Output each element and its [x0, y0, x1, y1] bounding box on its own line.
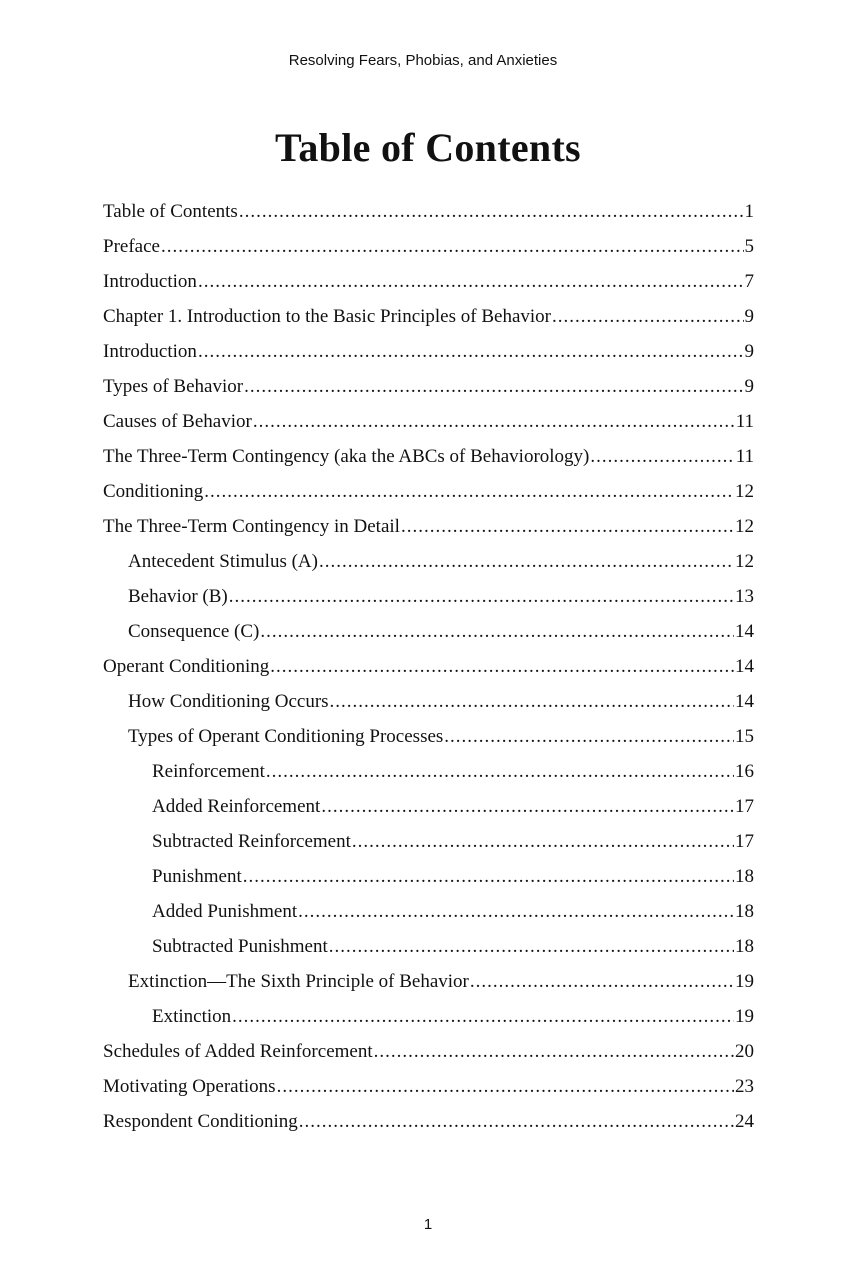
toc-entry-page: 5 — [744, 236, 754, 257]
toc-entry-title: Preface — [103, 236, 160, 257]
toc-entry[interactable] — [103, 582, 754, 617]
toc-entry-title: Consequence (C) — [128, 621, 260, 642]
toc-dot-leader — [444, 722, 734, 752]
toc-entry-title: Motivating Operations — [103, 1076, 276, 1097]
toc-entry-title: Behavior (B) — [128, 586, 228, 607]
toc-dot-leader — [298, 897, 734, 927]
toc-entry-title: Subtracted Punishment — [152, 936, 328, 957]
toc-dot-leader — [229, 582, 734, 612]
toc-entry-page: 20 — [735, 1041, 754, 1062]
toc-entry-page: 9 — [744, 306, 754, 327]
toc-entry-title: Reinforcement — [152, 761, 265, 782]
toc-entry-title: Added Reinforcement — [152, 796, 321, 817]
toc-entry-page: 14 — [735, 691, 754, 712]
toc-entry[interactable] — [103, 232, 754, 267]
toc-entry[interactable] — [103, 477, 754, 512]
toc-entry-page: 12 — [735, 516, 754, 537]
toc-entry-page: 23 — [735, 1076, 754, 1097]
toc-dot-leader — [277, 1072, 734, 1102]
toc-dot-leader — [552, 302, 744, 332]
toc-entry[interactable] — [103, 1037, 754, 1072]
toc-dot-leader — [198, 337, 744, 367]
toc-dot-leader — [243, 862, 734, 892]
toc-entry[interactable] — [103, 757, 754, 792]
toc-entry-title: Antecedent Stimulus (A) — [128, 551, 318, 572]
toc-entry-title: The Three-Term Contingency (aka the ABCs of Behaviorology) — [103, 446, 590, 467]
toc-entry[interactable] — [103, 617, 754, 652]
toc-entry[interactable] — [103, 1002, 754, 1037]
toc-entry-page: 18 — [735, 901, 754, 922]
toc-entry-title: Schedules of Added Reinforcement — [103, 1041, 373, 1062]
toc-entry-page: 15 — [735, 726, 754, 747]
toc-entry-title: Types of Behavior — [103, 376, 244, 397]
toc-entry-page: 18 — [735, 866, 754, 887]
toc-dot-leader — [204, 477, 734, 507]
toc-entry-page: 9 — [744, 376, 754, 397]
toc-entry-page: 13 — [735, 586, 754, 607]
toc-entry[interactable] — [103, 722, 754, 757]
toc-entry[interactable] — [103, 337, 754, 372]
toc-entry[interactable] — [103, 442, 754, 477]
toc-dot-leader — [260, 617, 734, 647]
toc-title: Table of Contents — [275, 125, 581, 170]
toc-entry[interactable] — [103, 827, 754, 862]
toc-entry[interactable] — [103, 652, 754, 687]
toc-entry[interactable] — [103, 687, 754, 722]
toc-entry-title: Subtracted Reinforcement — [152, 831, 351, 852]
toc-entry-title: Table of Contents — [103, 201, 238, 222]
toc-dot-leader — [329, 932, 734, 962]
toc-dot-leader — [319, 547, 734, 577]
toc-dot-leader — [352, 827, 734, 857]
toc-dot-leader — [266, 757, 734, 787]
toc-entry-page: 12 — [735, 551, 754, 572]
toc-entry-page: 19 — [735, 1006, 754, 1027]
toc-entry-page: 11 — [735, 411, 754, 432]
toc-entry[interactable] — [103, 932, 754, 967]
toc-entry-title: Causes of Behavior — [103, 411, 252, 432]
toc-entry-page: 18 — [735, 936, 754, 957]
toc-entry[interactable] — [103, 197, 754, 232]
toc-dot-leader — [401, 512, 734, 542]
toc-entry-page: 17 — [735, 796, 754, 817]
toc-dot-leader — [253, 407, 735, 437]
toc-entry-page: 1 — [744, 201, 754, 222]
toc-entry-page: 24 — [735, 1111, 754, 1132]
toc-entry[interactable] — [103, 512, 754, 547]
toc-entry-title: Extinction — [152, 1006, 232, 1027]
toc-entry-title: Operant Conditioning — [103, 656, 270, 677]
toc-dot-leader — [270, 652, 734, 682]
toc-entry-page: 9 — [744, 341, 754, 362]
toc-entry[interactable] — [103, 267, 754, 302]
toc-dot-leader — [470, 967, 734, 997]
toc-entry-title: Types of Operant Conditioning Processes — [128, 726, 444, 747]
toc-entry-title: The Three-Term Contingency in Detail — [103, 516, 400, 537]
page-number: 1 — [423, 1216, 433, 1233]
toc-entry[interactable] — [103, 547, 754, 582]
running-header: Resolving Fears, Phobias, and Anxieties — [288, 52, 558, 69]
toc-entry-title: Introduction — [103, 341, 197, 362]
toc-entry-page: 16 — [735, 761, 754, 782]
toc-dot-leader — [232, 1002, 734, 1032]
toc-dot-leader — [299, 1107, 734, 1137]
toc-entry-title: How Conditioning Occurs — [128, 691, 329, 712]
toc-entry-page: 14 — [735, 621, 754, 642]
toc-dot-leader — [374, 1037, 734, 1067]
toc-dot-leader — [330, 687, 734, 717]
toc-dot-leader — [244, 372, 743, 402]
toc-entry-page: 11 — [735, 446, 754, 467]
toc-entry[interactable] — [103, 372, 754, 407]
toc-entry-page: 7 — [744, 271, 754, 292]
toc-dot-leader — [161, 232, 744, 262]
toc-entry[interactable] — [103, 1107, 754, 1142]
toc-entry-title: Punishment — [152, 866, 242, 887]
toc-list — [103, 197, 754, 1142]
toc-entry-title: Conditioning — [103, 481, 204, 502]
toc-dot-leader — [239, 197, 744, 227]
toc-dot-leader — [198, 267, 744, 297]
toc-dot-leader — [321, 792, 734, 822]
toc-entry-page: 12 — [735, 481, 754, 502]
toc-entry[interactable] — [103, 792, 754, 827]
toc-entry-title: Chapter 1. Introduction to the Basic Principles of Behavior — [103, 306, 551, 327]
toc-entry-page: 14 — [735, 656, 754, 677]
toc-entry-page: 19 — [735, 971, 754, 992]
toc-entry-title: Extinction—The Sixth Principle of Behavior — [128, 971, 469, 992]
toc-dot-leader — [590, 442, 734, 472]
toc-entry-page: 17 — [735, 831, 754, 852]
toc-entry[interactable] — [103, 862, 754, 897]
toc-entry-title: Added Punishment — [152, 901, 298, 922]
toc-entry[interactable] — [103, 1072, 754, 1107]
toc-entry-title: Introduction — [103, 271, 197, 292]
toc-entry[interactable] — [103, 967, 754, 1002]
toc-entry[interactable] — [103, 407, 754, 442]
toc-entry[interactable] — [103, 302, 754, 337]
toc-entry[interactable] — [103, 897, 754, 932]
toc-entry-title: Respondent Conditioning — [103, 1111, 298, 1132]
